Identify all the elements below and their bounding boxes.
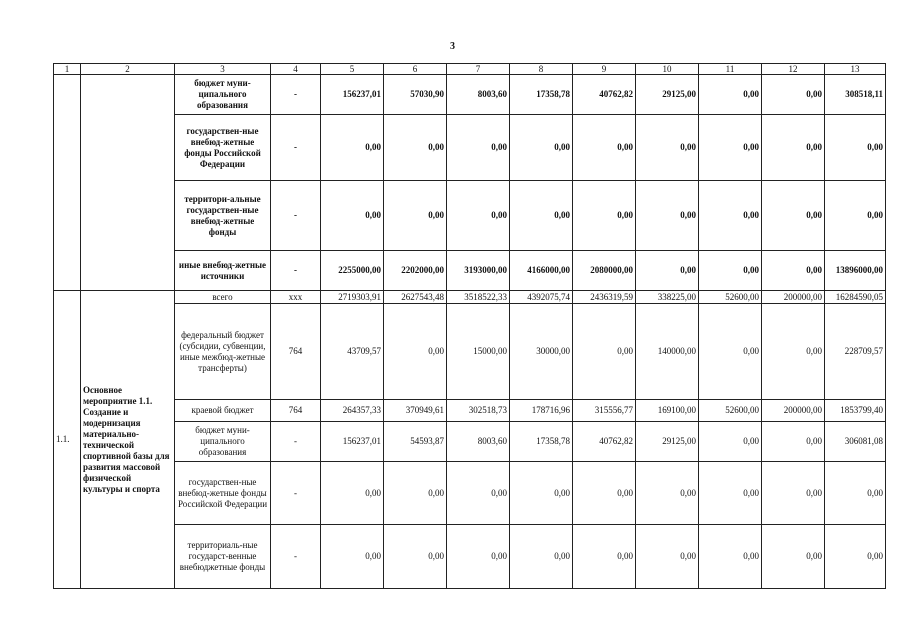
column-header: 13 xyxy=(825,64,886,75)
code-cell: - xyxy=(271,181,321,251)
value-cell: 0,00 xyxy=(384,115,447,181)
funding-source: государствен-ные внебюд-жетные фонды Российской Федерации xyxy=(175,115,271,181)
value-cell: 156237,01 xyxy=(321,422,384,462)
column-number-row xyxy=(54,64,886,75)
funding-source: территориаль-ные государст-венные внебюджетные фонды xyxy=(175,525,271,589)
value-cell: 0,00 xyxy=(573,304,636,400)
empty-cell xyxy=(81,75,175,291)
value-cell: 0,00 xyxy=(510,181,573,251)
value-cell: 0,00 xyxy=(384,525,447,589)
value-cell: 0,00 xyxy=(573,525,636,589)
value-cell: 0,00 xyxy=(825,181,886,251)
value-cell: 52600,00 xyxy=(699,400,762,422)
column-header: 7 xyxy=(447,64,510,75)
value-cell: 0,00 xyxy=(762,115,825,181)
column-header: 11 xyxy=(699,64,762,75)
funding-source: территори-альные государствен-ные внебюд-жетные фонды xyxy=(175,181,271,251)
value-cell: 0,00 xyxy=(573,462,636,525)
value-cell: 302518,73 xyxy=(447,400,510,422)
value-cell: 0,00 xyxy=(699,462,762,525)
funding-source: государствен-ные внебюд-жетные фонды Российской Федерации xyxy=(175,462,271,525)
value-cell: 8003,60 xyxy=(447,422,510,462)
value-cell: 0,00 xyxy=(762,525,825,589)
value-cell: 16284590,05 xyxy=(825,291,886,304)
column-header: 1 xyxy=(54,64,81,75)
table-row xyxy=(54,291,886,304)
value-cell: 0,00 xyxy=(699,115,762,181)
value-cell: 0,00 xyxy=(321,462,384,525)
value-cell: 140000,00 xyxy=(636,304,699,400)
value-cell: 29125,00 xyxy=(636,75,699,115)
value-cell: 200000,00 xyxy=(762,291,825,304)
code-cell: - xyxy=(271,75,321,115)
value-cell: 0,00 xyxy=(699,525,762,589)
value-cell: 0,00 xyxy=(384,304,447,400)
column-header: 4 xyxy=(271,64,321,75)
value-cell: 0,00 xyxy=(699,181,762,251)
value-cell: 0,00 xyxy=(636,525,699,589)
table-row xyxy=(54,422,886,462)
value-cell: 30000,00 xyxy=(510,304,573,400)
value-cell: 2080000,00 xyxy=(573,251,636,291)
section-name: Основное мероприятие 1.1. Создание и модернизация материально-технической спортивной базы для развития массовой физической культуры и спорта xyxy=(81,291,175,589)
code-cell: xxx xyxy=(271,291,321,304)
funding-source: бюджет муни-ципального образования xyxy=(175,422,271,462)
section-number: 1.1. xyxy=(54,291,81,589)
value-cell: 0,00 xyxy=(762,304,825,400)
value-cell: 0,00 xyxy=(447,462,510,525)
value-cell: 54593,87 xyxy=(384,422,447,462)
funding-source: иные внебюд-жетные источники xyxy=(175,251,271,291)
value-cell: 4392075,74 xyxy=(510,291,573,304)
value-cell: 0,00 xyxy=(510,462,573,525)
value-cell: 0,00 xyxy=(636,181,699,251)
value-cell: 0,00 xyxy=(825,525,886,589)
value-cell: 315556,77 xyxy=(573,400,636,422)
table-row xyxy=(54,525,886,589)
value-cell: 57030,90 xyxy=(384,75,447,115)
value-cell: 0,00 xyxy=(384,181,447,251)
column-header: 2 xyxy=(81,64,175,75)
value-cell: 17358,78 xyxy=(510,422,573,462)
value-cell: 338225,00 xyxy=(636,291,699,304)
code-cell: - xyxy=(271,462,321,525)
table-row xyxy=(54,400,886,422)
funding-source: федеральный бюджет (субсидии, субвенции, иные межбюд-жетные трансферты) xyxy=(175,304,271,400)
value-cell: 0,00 xyxy=(636,462,699,525)
value-cell: 308518,11 xyxy=(825,75,886,115)
value-cell: 0,00 xyxy=(321,181,384,251)
value-cell: 0,00 xyxy=(321,115,384,181)
code-cell: 764 xyxy=(271,400,321,422)
value-cell: 0,00 xyxy=(510,115,573,181)
value-cell: 1853799,40 xyxy=(825,400,886,422)
value-cell: 306081,08 xyxy=(825,422,886,462)
column-header: 8 xyxy=(510,64,573,75)
value-cell: 2719303,91 xyxy=(321,291,384,304)
value-cell: 40762,82 xyxy=(573,422,636,462)
column-header: 9 xyxy=(573,64,636,75)
column-header: 10 xyxy=(636,64,699,75)
value-cell: 43709,57 xyxy=(321,304,384,400)
value-cell: 17358,78 xyxy=(510,75,573,115)
value-cell: 0,00 xyxy=(636,251,699,291)
value-cell: 169100,00 xyxy=(636,400,699,422)
value-cell: 0,00 xyxy=(447,115,510,181)
value-cell: 0,00 xyxy=(762,462,825,525)
value-cell: 3518522,33 xyxy=(447,291,510,304)
code-cell: 764 xyxy=(271,304,321,400)
value-cell: 2436319,59 xyxy=(573,291,636,304)
value-cell: 0,00 xyxy=(573,115,636,181)
value-cell: 8003,60 xyxy=(447,75,510,115)
value-cell: 264357,33 xyxy=(321,400,384,422)
value-cell: 200000,00 xyxy=(762,400,825,422)
value-cell: 2627543,48 xyxy=(384,291,447,304)
funding-source: краевой бюджет xyxy=(175,400,271,422)
code-cell: - xyxy=(271,422,321,462)
table-row xyxy=(54,75,886,115)
value-cell: 0,00 xyxy=(699,422,762,462)
value-cell: 0,00 xyxy=(762,251,825,291)
value-cell: 0,00 xyxy=(636,115,699,181)
column-header: 3 xyxy=(175,64,271,75)
page-number: 3 xyxy=(450,41,455,52)
value-cell: 0,00 xyxy=(384,462,447,525)
budget-table xyxy=(53,63,886,589)
funding-source: всего xyxy=(175,291,271,304)
value-cell: 0,00 xyxy=(510,525,573,589)
value-cell: 0,00 xyxy=(321,525,384,589)
value-cell: 0,00 xyxy=(699,75,762,115)
value-cell: 29125,00 xyxy=(636,422,699,462)
value-cell: 0,00 xyxy=(762,181,825,251)
value-cell: 40762,82 xyxy=(573,75,636,115)
column-header: 5 xyxy=(321,64,384,75)
value-cell: 0,00 xyxy=(762,422,825,462)
value-cell: 0,00 xyxy=(825,115,886,181)
value-cell: 0,00 xyxy=(825,462,886,525)
value-cell: 178716,96 xyxy=(510,400,573,422)
value-cell: 3193000,00 xyxy=(447,251,510,291)
code-cell: - xyxy=(271,251,321,291)
column-header: 6 xyxy=(384,64,447,75)
value-cell: 52600,00 xyxy=(699,291,762,304)
value-cell: 4166000,00 xyxy=(510,251,573,291)
value-cell: 2202000,00 xyxy=(384,251,447,291)
value-cell: 0,00 xyxy=(699,251,762,291)
value-cell: 0,00 xyxy=(699,304,762,400)
value-cell: 2255000,00 xyxy=(321,251,384,291)
funding-source: бюджет муни-ципального образования xyxy=(175,75,271,115)
value-cell: 13896000,00 xyxy=(825,251,886,291)
value-cell: 370949,61 xyxy=(384,400,447,422)
value-cell: 0,00 xyxy=(573,181,636,251)
table-row xyxy=(54,181,886,251)
value-cell: 0,00 xyxy=(447,525,510,589)
value-cell: 156237,01 xyxy=(321,75,384,115)
value-cell: 15000,00 xyxy=(447,304,510,400)
table-row xyxy=(54,251,886,291)
value-cell: 0,00 xyxy=(447,181,510,251)
code-cell: - xyxy=(271,525,321,589)
table-row xyxy=(54,304,886,400)
code-cell: - xyxy=(271,115,321,181)
table-row xyxy=(54,462,886,525)
value-cell: 228709,57 xyxy=(825,304,886,400)
empty-cell xyxy=(54,75,81,291)
column-header: 12 xyxy=(762,64,825,75)
table-row xyxy=(54,115,886,181)
value-cell: 0,00 xyxy=(762,75,825,115)
